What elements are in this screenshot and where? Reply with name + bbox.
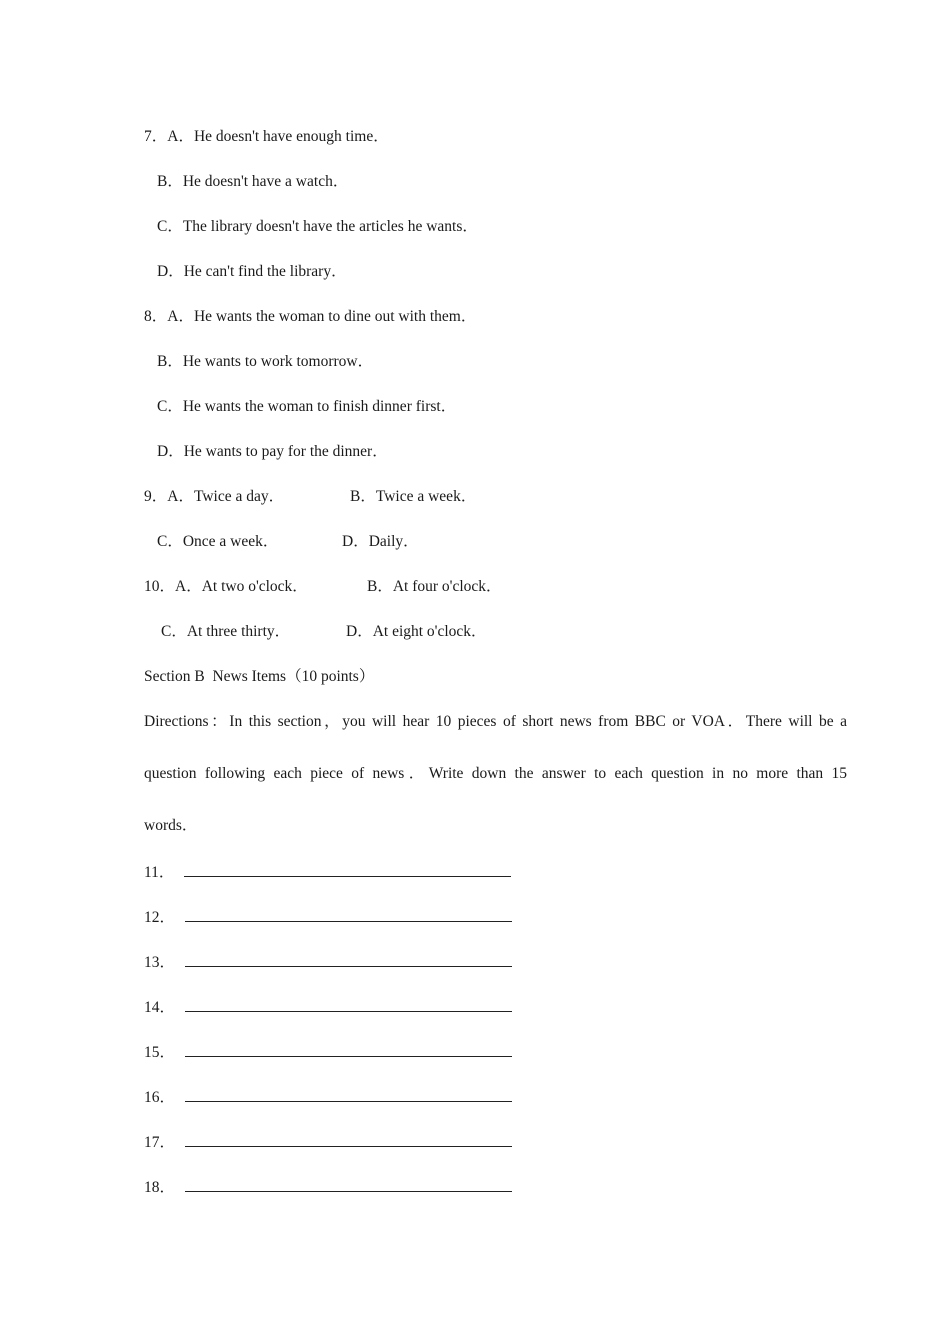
- question-8-option-b: B．He wants to work tomorrow．: [157, 353, 374, 370]
- answer-line-16: [144, 1085, 512, 1108]
- answer-number: 11．: [144, 864, 175, 881]
- question-7-option-a: [144, 127, 389, 147]
- answer-blank[interactable]: [184, 860, 511, 877]
- answer-number: 16．: [144, 1089, 176, 1106]
- answer-line-14: [144, 995, 512, 1018]
- answer-number: 18．: [144, 1179, 176, 1196]
- answer-blank[interactable]: [185, 950, 512, 967]
- option-text: He doesn't have enough time．: [193, 128, 389, 145]
- answer-line-15: [144, 1040, 512, 1063]
- question-9-option-c: C．Once a week．: [157, 533, 279, 550]
- option-text: He wants the woman to dine out with them．: [193, 308, 477, 325]
- question-number: 8．A．: [144, 308, 194, 325]
- answer-blank[interactable]: [185, 995, 512, 1012]
- question-8-option-d: D．He wants to pay for the dinner．: [157, 443, 388, 460]
- question-8-option-c: C．He wants the woman to finish dinner first．: [157, 398, 457, 415]
- answer-blank[interactable]: [185, 1130, 512, 1147]
- question-7-option-d: D．He can't find the library．: [157, 263, 347, 280]
- question-number: 7．A．: [144, 128, 194, 145]
- answer-blank[interactable]: [185, 1175, 512, 1192]
- answer-blank[interactable]: [185, 1040, 512, 1057]
- question-10-option-d: D．At eight o'clock．: [346, 623, 487, 640]
- question-9-option-a: 9．A．Twice a day．: [144, 488, 285, 505]
- question-9-option-b: B．Twice a week．: [350, 488, 477, 505]
- answer-number: 13．: [144, 954, 176, 971]
- answer-line-11: [144, 860, 511, 883]
- answer-line-18: [144, 1175, 512, 1198]
- answer-blank[interactable]: [185, 1085, 512, 1102]
- question-9-option-d: D．Daily．: [342, 533, 419, 550]
- section-b-title: Section B News Items（10 points）: [144, 668, 375, 685]
- directions-line: Directions：In this section，you will hear 10 pieces of short news from BBC or VOA．There will be a: [144, 713, 847, 730]
- question-7-option-c: C．The library doesn't have the articles he wants．: [157, 218, 478, 235]
- answer-number: 15．: [144, 1044, 176, 1061]
- question-10-option-c: C．At three thirty．: [161, 623, 291, 640]
- question-7-option-b: B．He doesn't have a watch．: [157, 173, 349, 190]
- answer-number: 17．: [144, 1134, 176, 1151]
- directions-line: words．: [144, 817, 198, 834]
- question-8-option-a: [144, 307, 476, 327]
- answer-line-12: [144, 905, 512, 928]
- section-b-directions: [144, 712, 847, 868]
- answer-number: 12．: [144, 909, 176, 926]
- question-10-option-b: B．At four o'clock．: [367, 578, 502, 595]
- answer-line-13: [144, 950, 512, 973]
- question-10-option-a: 10．A．At two o'clock．: [144, 578, 308, 595]
- answer-line-17: [144, 1130, 512, 1153]
- directions-line: question following each piece of news．Write down the answer to each question in no more than 15: [144, 765, 847, 782]
- answer-number: 14．: [144, 999, 176, 1016]
- answer-blank[interactable]: [185, 905, 512, 922]
